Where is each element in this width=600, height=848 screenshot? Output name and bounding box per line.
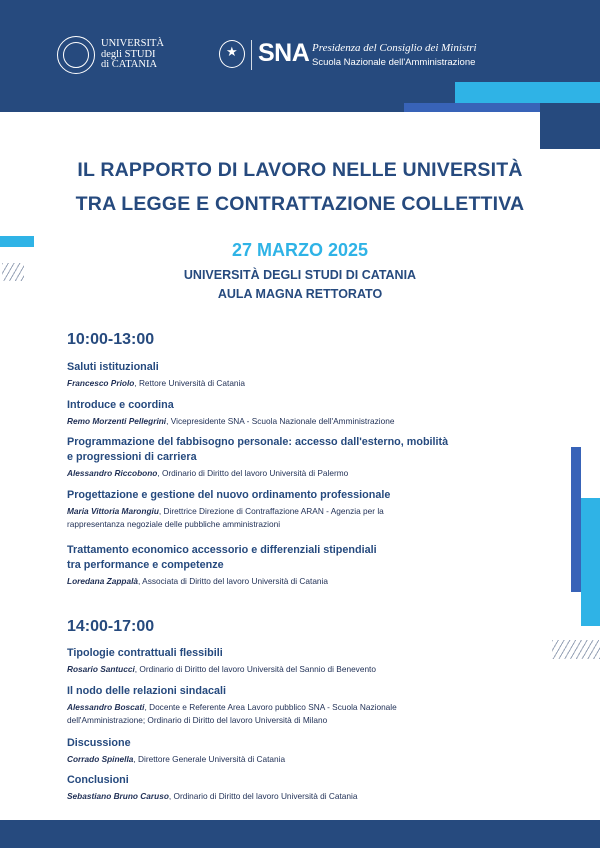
program-item xyxy=(67,736,467,766)
program-item-speaker xyxy=(67,753,467,766)
sna-caption-line-1: Presidenza del Consiglio dei Ministri xyxy=(312,42,477,54)
program-item-heading: Programmazione del fabbisogno personale: accesso dall'esterno, mobilità xyxy=(67,436,449,448)
program-item-speaker xyxy=(67,663,487,676)
program-item-heading-cont: e progressioni di carriera xyxy=(67,451,197,463)
event-title-line-2: TRA LEGGE E CONTRATTAZIONE COLLETTIVA xyxy=(75,193,525,215)
speaker-role: , Rettore Università di Catania xyxy=(134,378,246,388)
speaker-name: Alessandro Boscati xyxy=(67,702,145,712)
speaker-role: , Associata di Diritto del lavoro Università di Catania xyxy=(138,576,329,586)
morning-session-time: 10:00-13:00 xyxy=(67,331,155,348)
event-title-line-1: IL RAPPORTO DI LAVORO NELLE UNIVERSITÀ xyxy=(77,159,523,181)
speaker-role: , Ordinario di Diritto del lavoro Università di Palermo xyxy=(157,468,349,478)
logo-divider xyxy=(251,40,252,70)
speaker-name: Maria Vittoria Marongiu xyxy=(67,506,159,516)
program-item xyxy=(67,398,467,428)
program-item xyxy=(67,684,487,727)
program-item-heading: Trattamento economico accessorio e differenziali stipendiali xyxy=(67,544,377,556)
program-item xyxy=(67,435,487,480)
speaker-role: , Ordinario di Diritto del lavoro Università del Sannio di Benevento xyxy=(134,664,376,674)
program-item-heading: Conclusioni xyxy=(67,774,129,786)
speaker-role: , Vicepresidente SNA - Scuola Nazionale dell'Amministrazione xyxy=(166,416,395,426)
program-item-heading: Saluti istituzionali xyxy=(67,361,159,373)
speaker-role: , Direttore Generale Università di Catania xyxy=(133,754,286,764)
program-item-speaker xyxy=(67,575,467,588)
program-item-heading: Il nodo delle relazioni sindacali xyxy=(67,685,226,697)
program-item xyxy=(67,360,467,390)
unict-wordmark xyxy=(101,39,164,71)
speaker-name: Francesco Priolo xyxy=(67,378,135,388)
sna-caption-line-2: Scuola Nazionale dell'Amministrazione xyxy=(312,57,476,68)
speaker-role: , Ordinario di Diritto del lavoro Università di Catania xyxy=(168,791,358,801)
program-item-speaker xyxy=(67,377,467,390)
decor-block-navy-top xyxy=(540,103,600,149)
program-item xyxy=(67,773,467,803)
decor-hatch-right xyxy=(552,640,600,659)
unict-line-3: di CATANIA xyxy=(101,59,158,71)
afternoon-session-time: 14:00-17:00 xyxy=(67,618,155,635)
program-item-speaker xyxy=(67,415,467,428)
decor-bar-navy-right xyxy=(571,447,581,592)
speaker-name: Loredana Zappalà xyxy=(67,576,139,586)
sna-logo: SNA xyxy=(258,39,310,67)
speaker-name: Corrado Spinella xyxy=(67,754,134,764)
speaker-role-cont: dell'Amministrazione; Ordinario di Diritto del lavoro Università di Milano xyxy=(67,715,328,725)
university-seal-icon xyxy=(57,36,95,74)
speaker-role-cont: rappresentanza negoziale delle pubbliche amministrazioni xyxy=(67,519,281,529)
program-item-speaker xyxy=(67,701,487,714)
speaker-name: Remo Morzenti Pellegrini xyxy=(67,416,167,426)
decor-bar-cyan-top xyxy=(455,82,600,103)
program-item-heading: Progettazione e gestione del nuovo ordinamento professionale xyxy=(67,489,391,501)
venue-line-2: AULA MAGNA RETTORATO xyxy=(217,287,383,301)
speaker-name: Alessandro Riccobono xyxy=(67,468,158,478)
program-item-speaker xyxy=(67,790,467,803)
program-item-speaker xyxy=(67,505,487,518)
sna-caption xyxy=(312,42,477,68)
unict-line-2: degli STUDI xyxy=(101,48,156,60)
decor-bar-cyan-right xyxy=(581,498,600,626)
program-item-heading: Discussione xyxy=(67,737,131,749)
venue-line-1: UNIVERSITÀ DEGLI STUDI DI CATANIA xyxy=(183,268,417,282)
republic-emblem-icon xyxy=(219,40,245,68)
program-item xyxy=(67,646,487,676)
program-item-speaker xyxy=(67,467,487,480)
unict-logo xyxy=(57,36,164,74)
program-item-heading: Introduce e coordina xyxy=(67,399,174,411)
speaker-name: Rosario Santucci xyxy=(67,664,135,674)
speaker-name: Sebastiano Bruno Caruso xyxy=(67,791,169,801)
program-item-heading-cont: tra performance e competenze xyxy=(67,559,224,571)
event-date: 27 MARZO 2025 xyxy=(231,240,369,260)
speaker-role: , Direttrice Direzione di Contraffazione ARAN - Agenzia per la xyxy=(158,506,384,516)
program-item xyxy=(67,488,487,531)
program-item xyxy=(67,543,467,588)
unict-line-1: UNIVERSITÀ xyxy=(101,38,164,50)
speaker-role: , Docente e Referente Area Lavoro pubblico SNA - Scuola Nazionale xyxy=(144,702,397,712)
program-item-heading: Tipologie contrattuali flessibili xyxy=(67,647,223,659)
footer-band xyxy=(0,820,600,848)
